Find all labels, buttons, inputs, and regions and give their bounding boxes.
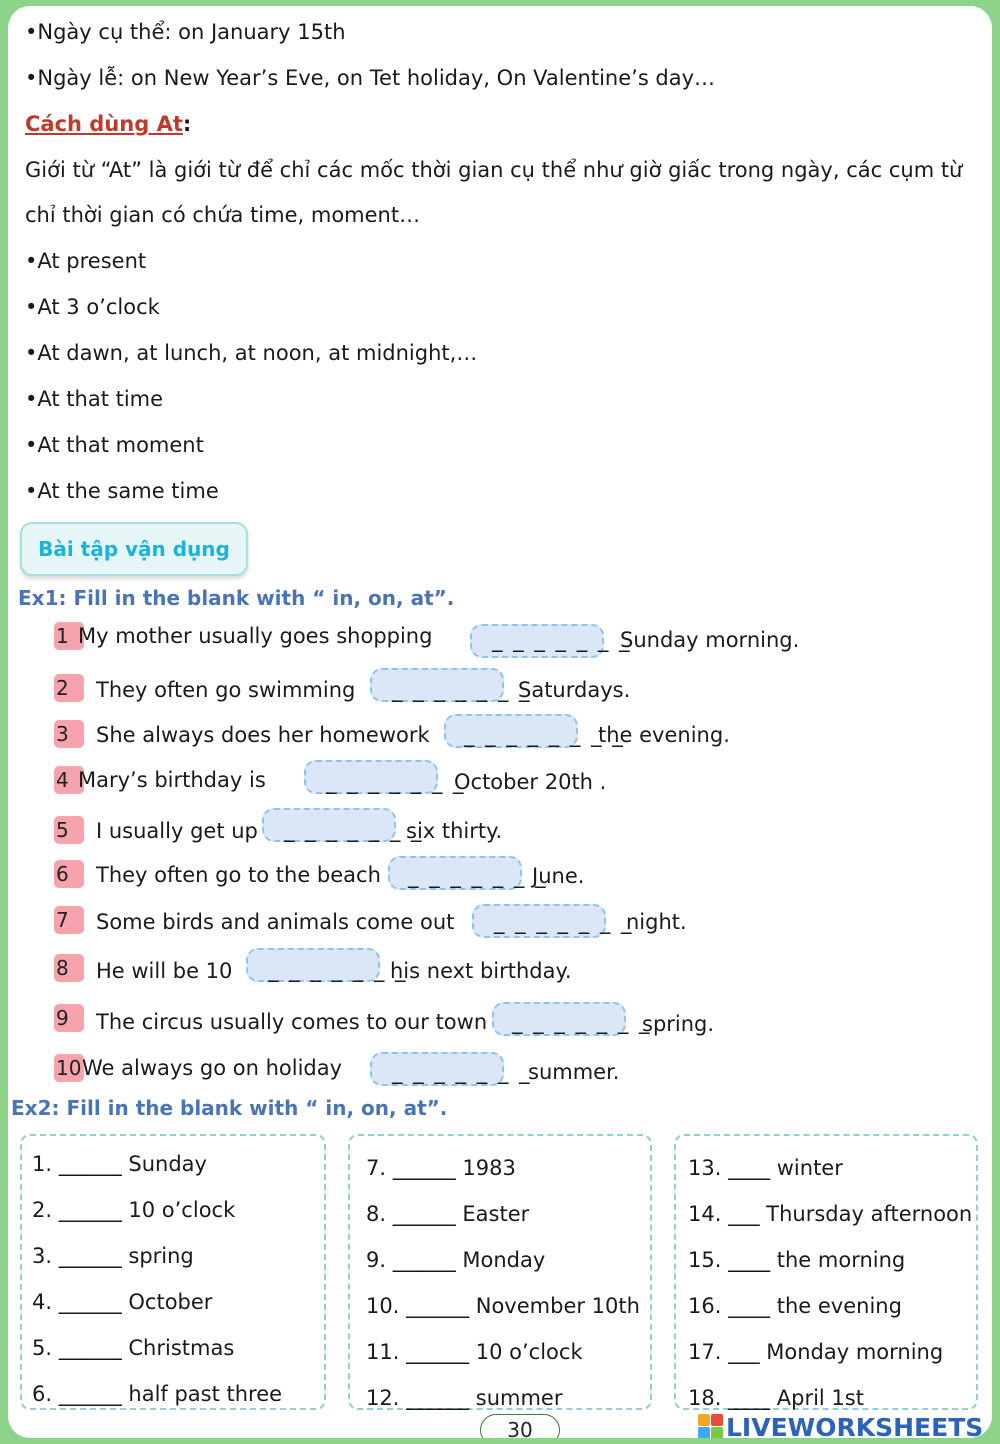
ex2-item[interactable]: 11. ______ 10 o’clock <box>366 1340 583 1364</box>
ex2-item[interactable]: 10. ______ November 10th <box>366 1294 640 1318</box>
exercise-banner: Bài tập vận dụng <box>20 522 248 576</box>
at-bullet: •At 3 o’clock <box>25 295 160 319</box>
ex1-number: 5 <box>54 816 84 844</box>
ex2-item[interactable]: 5. ______ Christmas <box>32 1336 235 1360</box>
ex2-item[interactable]: 4. ______ October <box>32 1290 213 1314</box>
ex1-number: 9 <box>54 1004 84 1032</box>
ex1-number: 1 <box>54 622 84 650</box>
ex1-blank-underline: _ _ _ _ _ _ _ <box>408 864 548 888</box>
ex1-sentence: He will be 10 <box>96 959 233 983</box>
ex1-sentence-end: six thirty. <box>406 819 503 843</box>
ex1-sentence-end: night. <box>626 910 687 934</box>
ex2-item[interactable]: 1. ______ Sunday <box>32 1152 207 1176</box>
ex1-sentence-end: the evening. <box>598 723 730 747</box>
ex2-item[interactable]: 6. ______ half past three <box>32 1382 283 1406</box>
ex1-sentence: I usually get up <box>96 819 258 843</box>
ex2-item[interactable]: 14. ___ Thursday afternoon <box>688 1202 973 1226</box>
ex2-item[interactable]: 16. ____ the evening <box>688 1294 902 1318</box>
ex1-blank-underline: _ _ _ _ _ _ _ <box>392 1060 532 1084</box>
ex1-sentence: We always go on holiday <box>82 1056 343 1080</box>
ex2-item[interactable]: 13. ____ winter <box>688 1156 843 1180</box>
at-bullet: •At dawn, at lunch, at noon, at midnight,… <box>25 341 478 365</box>
ex1-sentence-end: October 20th . <box>454 770 607 794</box>
ex1-sentence-end: his next birthday. <box>390 959 572 983</box>
ex1-sentence: They often go swimming <box>96 678 356 702</box>
at-description-line-2: chỉ thời gian có chứa time, moment… <box>25 203 421 227</box>
ex1-sentence: They often go to the beach <box>96 863 381 887</box>
ex1-blank-underline: _ _ _ _ _ _ _ <box>392 678 532 702</box>
ex2-item[interactable]: 9. ______ Monday <box>366 1248 546 1272</box>
ex1-sentence: Some birds and animals come out <box>96 910 455 934</box>
ex1-sentence: She always does her homework <box>96 723 430 747</box>
ex1-number: 10 <box>54 1054 84 1082</box>
ex1-sentence: Mary’s birthday is <box>78 768 266 792</box>
ex1-blank-underline: _ _ _ _ _ _ _ <box>492 628 632 652</box>
page-number: 30 <box>480 1414 560 1438</box>
ex2-item[interactable]: 15. ____ the morning <box>688 1248 906 1272</box>
ex1-sentence-end: Sunday morning. <box>620 628 800 652</box>
ex1-number: 6 <box>54 860 84 888</box>
at-heading-text: Cách dùng At <box>25 112 183 136</box>
ex1-number: 3 <box>54 720 84 748</box>
ex2-item[interactable]: 7. ______ 1983 <box>366 1156 516 1180</box>
liveworksheets-logo[interactable] <box>698 1410 983 1438</box>
ex1-sentence-end: summer. <box>528 1060 620 1084</box>
ex2-item[interactable]: 2. ______ 10 o’clock <box>32 1198 236 1222</box>
ex1-blank-underline: _ _ _ _ _ _ _ _ <box>464 723 625 747</box>
at-heading <box>25 114 191 135</box>
on-date-line: •Ngày cụ thể: on January 15th <box>25 20 346 44</box>
ex1-blank-underline: _ _ _ _ _ _ _ <box>284 818 424 842</box>
ex2-item[interactable]: 12. ______ summer <box>366 1386 563 1410</box>
ex1-number: 4 <box>54 766 84 794</box>
on-holiday-line: •Ngày lễ: on New Year’s Eve, on Tet holiday, On Valentine’s day… <box>25 66 716 90</box>
ex1-sentence-end: spring. <box>642 1012 715 1036</box>
ex2-item[interactable]: 17. ___ Monday morning <box>688 1340 944 1364</box>
ex2-column-2 <box>348 1134 652 1410</box>
ex1-sentence-end: Saturdays. <box>518 678 631 702</box>
ex1-blank-underline: _ _ _ _ _ _ _ <box>512 1010 652 1034</box>
at-bullet: •At that time <box>25 387 164 411</box>
ex2-column-3 <box>674 1134 978 1410</box>
at-bullet: •At the same time <box>25 479 219 503</box>
ex1-blank-underline: _ _ _ _ _ _ _ <box>494 910 634 934</box>
ex1-title: Ex1: Fill in the blank with “ in, on, at”. <box>18 586 455 610</box>
logo-text: LIVEWORKSHEETS <box>726 1412 984 1438</box>
ex1-blank-underline: _ _ _ _ _ _ _ <box>268 958 408 982</box>
ex2-item[interactable]: 18. ____ April 1st <box>688 1386 864 1410</box>
ex1-number: 8 <box>54 954 84 982</box>
at-bullet: •At that moment <box>25 433 204 457</box>
ex1-number: 7 <box>54 906 84 934</box>
ex1-blank-underline: _ _ _ _ _ _ _ <box>326 770 466 794</box>
logo-grid-icon <box>698 1414 724 1438</box>
ex2-item[interactable]: 8. ______ Easter <box>366 1202 530 1226</box>
ex2-item[interactable]: 3. ______ spring <box>32 1244 194 1268</box>
at-bullet: •At present <box>25 249 147 273</box>
ex2-title: Ex2: Fill in the blank with “ in, on, at”. <box>11 1096 448 1120</box>
ex1-number: 2 <box>54 674 84 702</box>
ex1-sentence-end: June. <box>532 864 585 888</box>
ex1-sentence: My mother usually goes shopping <box>78 624 433 648</box>
ex1-sentence: The circus usually comes to our town <box>96 1010 488 1034</box>
at-heading-colon: : <box>182 112 192 136</box>
worksheet-page <box>8 6 992 1438</box>
at-description-line-1: Giới từ “At” là giới từ để chỉ các mốc thời gian cụ thể như giờ giấc trong ngày, các cụm từ <box>25 158 963 182</box>
ex2-column-1 <box>20 1134 326 1410</box>
